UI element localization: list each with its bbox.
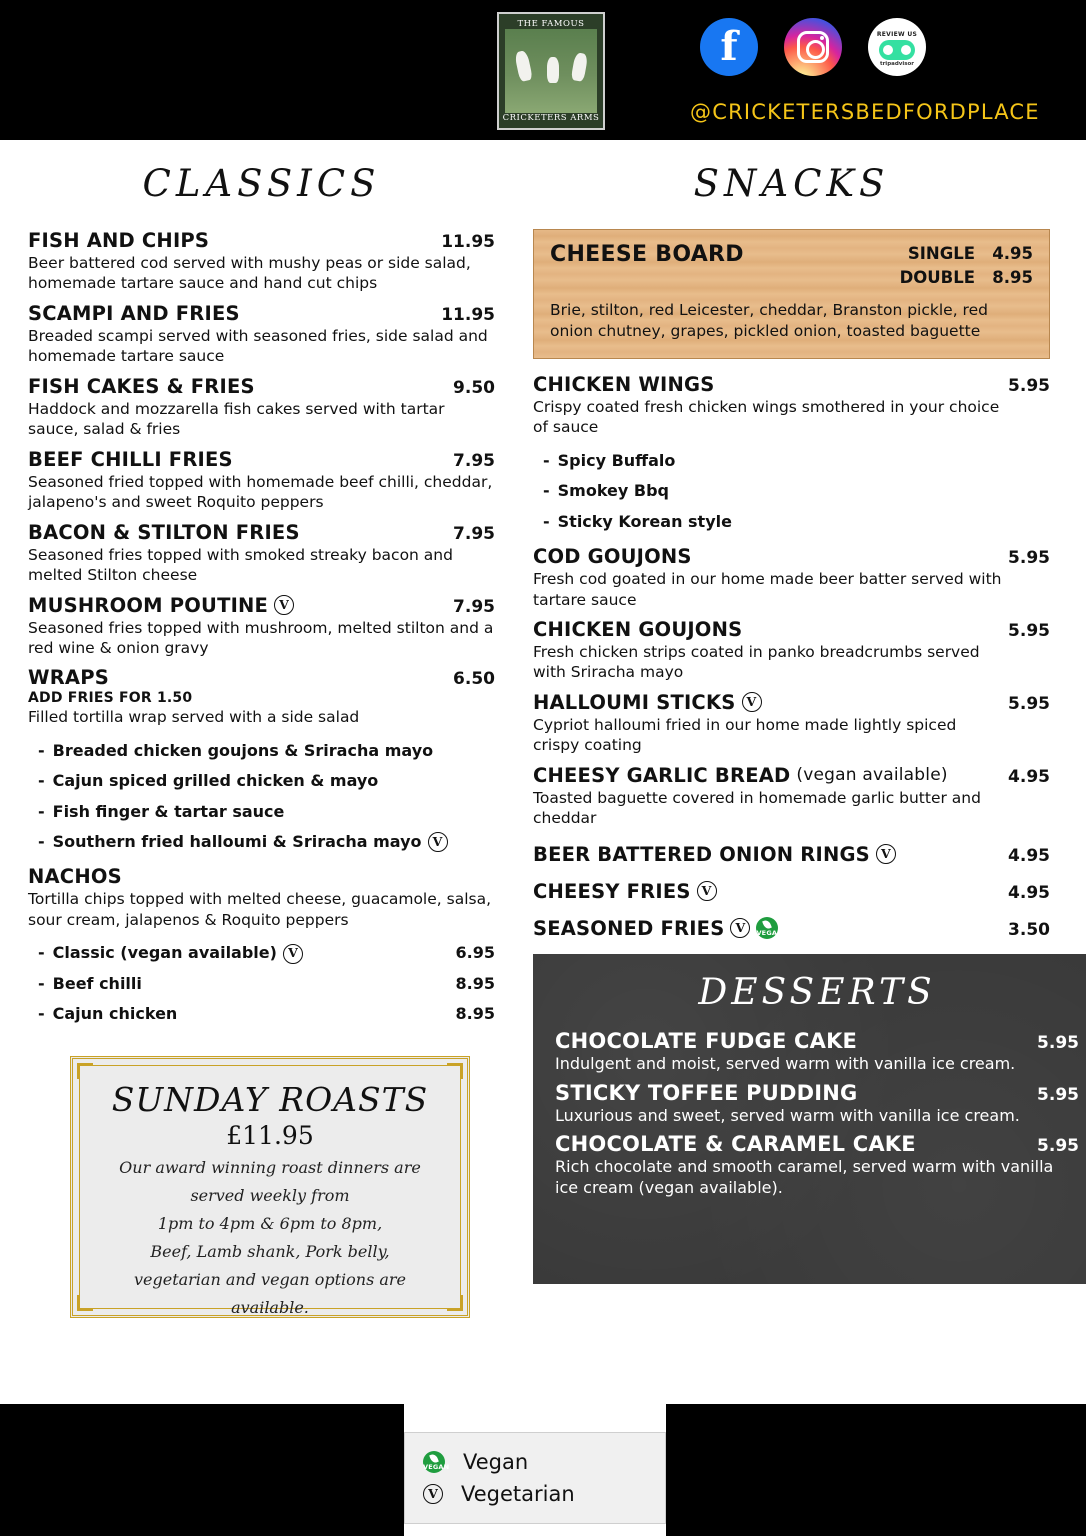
cheese-board-name: CHEESE BOARD (550, 242, 744, 267)
cheese-board-double-price: 8.95 (992, 267, 1033, 287)
social-icons (700, 18, 926, 76)
classics-title: CLASSICS (142, 162, 381, 205)
menu-item-desc: Fresh cod goated in our home made beer batter served with tartare sauce (533, 570, 1002, 609)
menu-item (533, 618, 1050, 683)
page-header (0, 0, 1086, 140)
vegan-icon-label: VEGAN (423, 1462, 450, 1471)
menu-item-desc: Fresh chicken strips coated in panko breadcrumbs served with Sriracha mayo (533, 642, 980, 682)
menu-item-price: 11.95 (441, 232, 495, 252)
vegetarian-icon: V (697, 881, 717, 901)
legend-row-vegan (423, 1450, 647, 1474)
wraps-option: - Fish finger & tartar sauce (38, 797, 495, 827)
legend-vegan-label: Vegan (463, 1450, 529, 1474)
menu-item (28, 448, 495, 513)
snacks-column (515, 140, 1086, 1318)
cheese-board-prices (900, 242, 1033, 290)
tripadvisor-name-text: tripadvisor (879, 61, 915, 68)
dessert-item (555, 1029, 1079, 1075)
wraps-options (38, 736, 495, 858)
menu-item-name: SCAMPI AND FRIES (28, 301, 240, 325)
vegetarian-icon: V (274, 595, 294, 615)
wraps-option-label: Fish finger & tartar sauce (52, 801, 285, 821)
menu-item-name: BACON & STILTON FRIES (28, 520, 300, 544)
dessert-desc: Luxurious and sweet, served warm with vanilla ice cream. (555, 1105, 1020, 1125)
sauce-label: Sticky Korean style (557, 511, 732, 531)
tripadvisor-review-text: REVIEW US (876, 31, 918, 39)
menu-item-price: 4.95 (1008, 845, 1050, 866)
wraps-name: WRAPS (28, 666, 109, 690)
chicken-wings-sauces (543, 446, 1050, 537)
menu-item-wraps (28, 666, 495, 857)
menu-item-name-wrap (28, 594, 294, 617)
menu-item (28, 302, 495, 367)
menu-item (28, 375, 495, 440)
menu-item (533, 373, 1050, 537)
vegetarian-icon: V (428, 832, 448, 852)
menu-item (28, 521, 495, 586)
dessert-price: 5.95 (1037, 1136, 1079, 1157)
dessert-name: STICKY TOFFEE PUDDING (555, 1080, 858, 1105)
nachos-option: - Classic (vegan available) V 6.95 (38, 938, 495, 968)
vegetarian-icon: V (876, 844, 896, 864)
menu-item (533, 880, 1050, 903)
desserts-title: DESSERTS (698, 971, 936, 1013)
vegan-icon-label: VEGAN (756, 928, 783, 937)
menu-item-name-wrap (533, 764, 948, 787)
menu-item-desc: Haddock and mozzarella fish cakes served with tartar sauce, salad & fries (28, 399, 445, 439)
menu-item-name-wrap (533, 843, 896, 866)
vegan-icon (423, 1451, 450, 1473)
menu-item-price: 5.95 (1008, 548, 1050, 569)
vegetarian-icon: V (730, 918, 750, 938)
logo-top-text: THE FAMOUS (517, 19, 585, 29)
dessert-desc: Rich chocolate and smooth caramel, served warm with vanilla ice cream (vegan available). (555, 1157, 1054, 1198)
logo-artwork (505, 29, 597, 113)
wraps-option: - Southern fried halloumi & Sriracha mayo V (38, 827, 495, 857)
tripadvisor-icon[interactable] (868, 18, 926, 76)
menu-item-name-wrap (533, 916, 783, 940)
sunday-roasts-line: Beef, Lamb shank, Pork belly, (150, 1241, 390, 1261)
sunday-roasts-line: vegetarian and vegan options are (133, 1269, 407, 1289)
vegetarian-icon: V (283, 944, 303, 964)
menu-item-name: FISH AND CHIPS (28, 229, 210, 252)
menu-item-name: MUSHROOM POUTINE (28, 593, 269, 617)
menu-item-name: COD GOUJONS (533, 545, 692, 569)
cheese-board-single-price: 4.95 (992, 244, 1033, 263)
cheese-board-panel (533, 229, 1050, 359)
dessert-name: CHOCOLATE & CARAMEL CAKE (555, 1132, 916, 1157)
menu-item-name: CHEESY GARLIC BREAD (533, 763, 791, 787)
wraps-price: 6.50 (453, 669, 495, 690)
snacks-title: SNACKS (693, 162, 890, 205)
nachos-option-price: 8.95 (455, 973, 495, 993)
classics-column (0, 140, 515, 1318)
menu-item-name: SEASONED FRIES (533, 916, 725, 940)
menu-item-name: CHICKEN GOUJONS (533, 617, 743, 641)
menu-item-price: 9.50 (453, 377, 495, 398)
menu-item-name: FISH CAKES & FRIES (28, 374, 255, 398)
menu-item-suffix: (vegan available) (796, 765, 948, 786)
legend-row-vegetarian (423, 1482, 647, 1506)
menu-item-price: 11.95 (441, 304, 495, 325)
dessert-item (555, 1132, 1079, 1199)
wraps-option: - Breaded chicken goujons & Sriracha mayo (38, 736, 495, 766)
menu-item-price: 5.95 (1008, 376, 1050, 396)
tripadvisor-owl-icon (879, 40, 915, 60)
desserts-panel (533, 954, 1086, 1284)
menu-item-desc: Cypriot halloumi fried in our home made lightly spiced crispy coating (533, 715, 957, 755)
nachos-option-price: 6.95 (455, 943, 495, 963)
logo-bottom-text: CRICKETERS ARMS (502, 112, 600, 123)
menu-item-name-wrap (533, 880, 717, 903)
menu-item-price: 7.95 (453, 596, 495, 617)
menu-item-name: HALLOUMI STICKS (533, 690, 736, 714)
nachos-option-label: Beef chilli (52, 973, 142, 993)
sauce-option: - Spicy Buffalo (543, 446, 1050, 476)
nachos-name: NACHOS (28, 865, 122, 889)
vegetarian-icon: V (423, 1484, 443, 1504)
menu-item (28, 594, 495, 659)
menu-item-price: 5.95 (1008, 693, 1050, 714)
cheese-board-desc: Brie, stilton, red Leicester, cheddar, Branston pickle, red onion chutney, grapes, pickled onion, toasted baguette (550, 300, 988, 340)
menu-item-desc: Crispy coated fresh chicken wings smothered in your choice of sauce (533, 398, 1000, 437)
menu-item-name: BEER BATTERED ONION RINGS (533, 842, 870, 866)
menu-item (533, 691, 1050, 756)
wraps-option-label: Breaded chicken goujons & Sriracha mayo (52, 740, 434, 760)
menu-item-desc: Seasoned fries topped with smoked streaky bacon and melted Stilton cheese (28, 545, 453, 585)
sunday-roasts-panel (70, 1056, 470, 1318)
menu-item-price: 4.95 (1008, 766, 1050, 787)
nachos-option: - Beef chilli 8.95 (38, 969, 495, 999)
sauce-label: Smokey Bbq (557, 481, 669, 501)
menu-item-name-wrap (533, 691, 762, 714)
sauce-option: - Sticky Korean style (543, 507, 1050, 537)
menu-item-desc: Breaded scampi served with seasoned fries, side salad and homemade tartare sauce (28, 326, 488, 366)
sunday-roasts-price: £11.95 (226, 1120, 314, 1150)
dietary-legend (404, 1432, 666, 1524)
menu-item (28, 229, 495, 294)
nachos-options (38, 938, 495, 1029)
vegetarian-icon: V (742, 692, 762, 712)
menu-item (533, 843, 1050, 866)
dessert-price: 5.95 (1037, 1084, 1079, 1105)
menu-item-desc: Seasoned fried topped with homemade beef chilli, cheddar, jalapeno's and sweet Roquito peppers (28, 472, 493, 512)
menu-item-price: 5.95 (1008, 620, 1050, 641)
menu-item-name: CHEESY FRIES (533, 879, 691, 903)
facebook-icon[interactable]: f (700, 18, 758, 76)
nachos-option: - Cajun chicken 8.95 (38, 999, 495, 1029)
legend-vegetarian-label: Vegetarian (461, 1482, 575, 1506)
sunday-roasts-line: 1pm to 4pm & 6pm to 8pm, (157, 1213, 383, 1233)
dessert-desc: Indulgent and moist, served warm with vanilla ice cream. (555, 1053, 1016, 1073)
nachos-option-label: Cajun chicken (52, 1004, 178, 1024)
sunday-roasts-title: SUNDAY ROASTS (111, 1079, 429, 1119)
sauce-option: - Smokey Bbq (543, 476, 1050, 506)
menu-item-nachos (28, 865, 495, 1029)
sauce-label: Spicy Buffalo (557, 450, 676, 470)
nachos-option-label: Classic (vegan available) (52, 943, 277, 963)
wraps-option-label: Cajun spiced grilled chicken & mayo (52, 771, 379, 791)
menu-item-desc: Toasted baguette covered in homemade garlic butter and cheddar (533, 788, 981, 828)
menu-item-desc: Beer battered cod served with mushy peas or side salad, homemade tartare sauce and hand cut chips (28, 254, 471, 293)
menu-item-price: 7.95 (453, 450, 495, 471)
menu-item-desc: Seasoned fries topped with mushroom, melted stilton and a red wine & onion gravy (28, 618, 494, 657)
footer-left-block (0, 1404, 404, 1536)
dessert-name: CHOCOLATE FUDGE CAKE (555, 1028, 858, 1053)
instagram-icon[interactable] (784, 18, 842, 76)
dessert-price: 5.95 (1037, 1032, 1079, 1053)
wraps-option-label: Southern fried halloumi & Sriracha mayo (52, 832, 422, 852)
menu-item-name: BEEF CHILLI FRIES (28, 447, 233, 471)
vegan-icon (756, 917, 783, 939)
cheese-board-double-label: DOUBLE (899, 267, 976, 287)
menu-item-price: 3.50 (1008, 919, 1050, 940)
menu-item (533, 545, 1050, 610)
social-handle: @CRICKETERSBEDFORDPLACE (690, 100, 1040, 124)
pub-logo (497, 12, 605, 130)
menu-item (533, 917, 1050, 940)
wraps-add-fries-note: ADD FRIES FOR 1.50 (28, 690, 193, 707)
nachos-desc: Tortilla chips topped with melted cheese, guacamole, salsa, sour cream, jalapenos & Roquito peppers (28, 890, 492, 929)
sunday-roasts-line: Our award winning roast dinners are (119, 1157, 421, 1177)
menu-item-price: 7.95 (453, 523, 495, 544)
menu-item-price: 4.95 (1008, 882, 1050, 903)
sunday-roasts-line: served weekly from (190, 1185, 350, 1205)
nachos-option-price: 8.95 (455, 1004, 495, 1024)
cheese-board-single-label: SINGLE (907, 244, 976, 263)
dessert-item (555, 1081, 1079, 1127)
wraps-option: - Cajun spiced grilled chicken & mayo (38, 766, 495, 796)
menu-item-name: CHICKEN WINGS (533, 373, 715, 396)
footer-right-block (666, 1404, 1086, 1536)
wraps-desc: Filled tortilla wrap served with a side salad (28, 708, 360, 727)
sunday-roasts-line: available. (231, 1297, 309, 1317)
menu-item (533, 764, 1050, 829)
